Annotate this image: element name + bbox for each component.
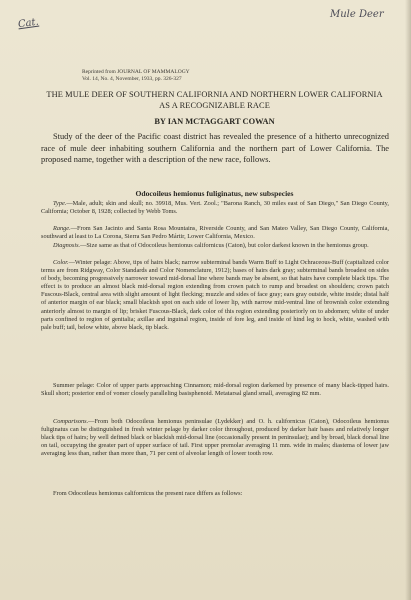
subspecies-heading: Odocoileus hemionus fuliginatus, new subspecies bbox=[135, 189, 294, 198]
summer-pelage-paragraph: Summer pelage: Color of upper parts approaching Cinnamon; mid-dorsal region darkened by presence of many black-tipped hairs. Skull short; posterior end of vomer closely paralleling basisphenoid. Metatarsal gland small, averaging 82 mm. bbox=[41, 382, 389, 398]
intro-paragraph: Study of the deer of the Pacific coast district has revealed the presence of a hitherto unrecognized race of mule deer inhabiting southern California and the northern part of Lower California. The proposed name, together with a description of the new race, follows. bbox=[41, 132, 389, 165]
comparisons-paragraph bbox=[41, 418, 389, 458]
diagnosis-text: —Size same as that of Odocoileus hemionus californicus (Caton), but color darkest known in the hemionus group. bbox=[80, 242, 369, 249]
page-edge-shadow bbox=[405, 0, 411, 600]
article-title: THE MULE DEER OF SOUTHERN CALIFORNIA AND NORTHERN LOWER CALIFORNIA AS A RECOGNIZABLE RACE bbox=[46, 90, 383, 110]
reprint-notice bbox=[82, 69, 190, 83]
closing-paragraph: From Odocoileus hemionus californicus the present race differs as follows: bbox=[53, 490, 243, 497]
color-label: Color. bbox=[53, 259, 69, 266]
diagnosis-paragraph bbox=[41, 242, 389, 250]
reprint-volume-line: Vol. 14, No. 4, November, 1933, pp. 326-327 bbox=[82, 76, 182, 82]
color-text: —Winter pelage: Above, tips of hairs black; narrow subterminal bands Warm Buff to Light Ochraceous-Buff (capitalized color terms are from Ridgway, Color Standards and Color Nomenclature, 1912); bases of hairs dark gray; subterminal bands broadest on sides of body, becoming progressively narrower toward mid-dorsal line where bands may be absent, so that hairs have complete black tips. The effect is to produce an almost black mid-dorsal region extending from crown patch to rump and broadest on shoulders; crown patch Fuscous-Black, central area with slight amount of light flecking; muzzle and sides of face gray; ears gray outside, white inside; distal half of anterior margin of ear black; small blackish spot on each side of lower lip, with narrow mid-ventral line of brownish color extending anteriorly almost to margin of lip; brisket Fuscous-Black, dark color of this region extending posteriorly on to abdomen; white of under parts confined to region of genitalia; axillae and inguinal region, inside of fore leg, and inside of hind leg to hock, white, washed with pale buff; tail, below white, above black, tip black. bbox=[41, 259, 389, 331]
diagnosis-label: Diagnosis. bbox=[53, 242, 81, 249]
range-paragraph bbox=[41, 225, 389, 241]
comparisons-label: Comparisons. bbox=[53, 418, 89, 425]
comparisons-text: —From both Odocoileus hemionus peninsulae (Lydekker) and O. h. californicus (Caton), Odocoileus hemionus fuliginatus can be distinguished in fresh winter pelage by darker color throughout, produced by darker hair bases and relatively longer black tips of hairs; by well defined black or blackish mid-dorsal line (occasionally present in peninsulae); and by broad, black dorsal line on tail, occupying the greater part of upper surface of tail. First upper premolar averaging 11 mm. wide in males; diastema of lower jaw averaging less than, rather than more than, 71 per cent of alveolar length of lower tooth row. bbox=[41, 418, 389, 458]
range-text: —From San Jacinto and Santa Rosa Mountains, Riverside County, and San Mateo Valley, San Diego County, California, southward at least to La Corona, Sierra San Pedro Mártir, Lower California, Mexico. bbox=[41, 225, 389, 241]
type-text: —Male, adult; skin and skull; no. 39918, Mus. Vert. Zool.; "Barona Ranch, 30 miles east of San Diego," San Diego County, California; October 8, 1928; collected by Webb Toms. bbox=[41, 200, 389, 216]
article-author: BY IAN MCTAGGART COWAN bbox=[154, 117, 275, 126]
color-paragraph bbox=[41, 259, 389, 332]
type-label: Type. bbox=[53, 200, 67, 207]
handwritten-mule-deer-note: Mule Deer bbox=[330, 9, 384, 20]
range-label: Range. bbox=[53, 225, 71, 232]
type-paragraph bbox=[41, 200, 389, 216]
reprint-journal-line: Reprinted from JOURNAL OF MAMMALOGY bbox=[82, 69, 190, 75]
handwritten-cat-note: Cat. bbox=[17, 16, 40, 31]
